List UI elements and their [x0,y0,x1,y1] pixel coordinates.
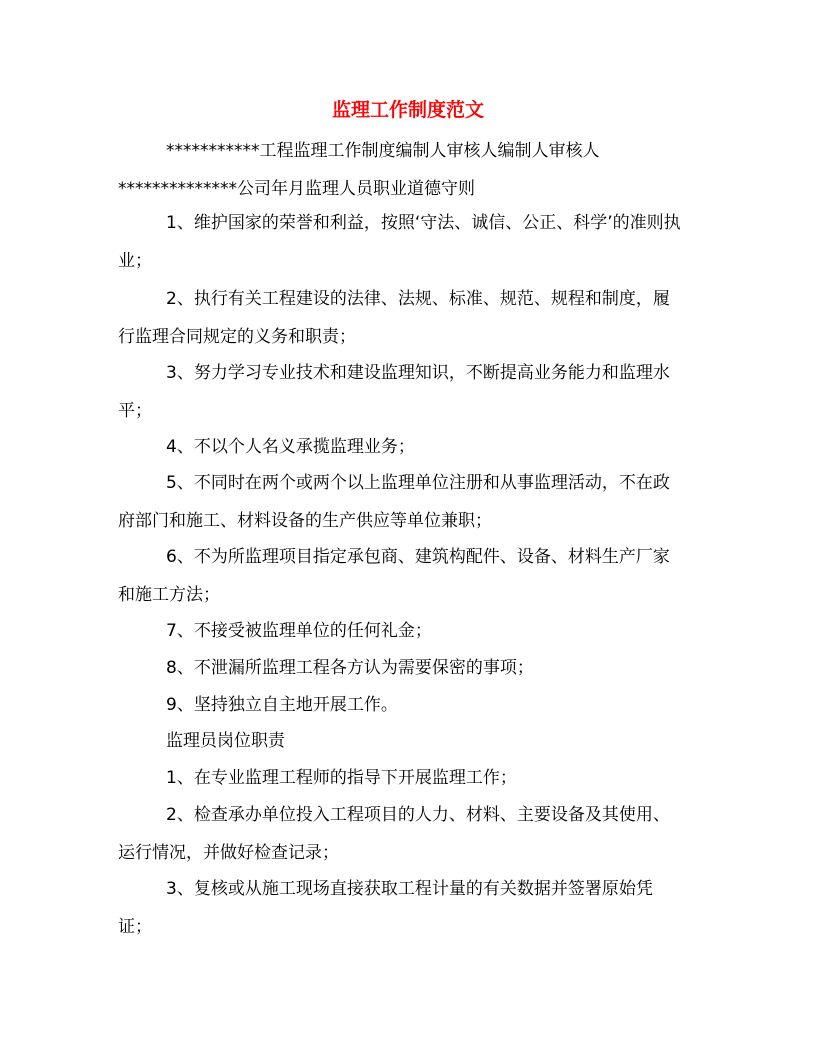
document-title: 监理工作制度范文 [331,99,484,121]
header-line-1: ***********工程监理工作制度编制人审核人编制人审核人 [166,141,600,161]
ethics-item-6: 6、不为所监理项目指定承包商、建筑构配件、设备、材料生产厂家和施工方法； [118,547,670,606]
ethics-item-7: 7、不接受被监理单位的任何礼金； [166,621,432,641]
header-line-2: **************公司年月监理人员职业道德守则 [118,179,475,199]
ethics-item-8: 8、不泄漏所监理工程各方认为需要保密的事项； [166,658,534,678]
ethics-item-2: 2、执行有关工程建设的法律、法规、标准、规范、规程和制度，履行监理合同规定的义务和职责； [118,289,670,348]
ethics-item-1: 1、维护国家的荣誉和利益，按照‘守法、诚信、公正、科学’的准则执业； [118,213,681,272]
section-heading: 监理员岗位职责 [166,731,285,751]
ethics-item-3: 3、努力学习专业技术和建设监理知识，不断提高业务能力和监理水平； [118,363,670,422]
ethics-item-9: 9、坚持独立自主地开展工作。 [166,695,398,715]
ethics-item-5: 5、不同时在两个或两个以上监理单位注册和从事监理活动，不在政府部门和施工、材料设备的生产供应等单位兼职； [118,473,670,532]
ethics-item-4: 4、不以个人名义承揽监理业务； [166,437,415,457]
duty-item-3: 3、复核或从施工现场直接获取工程计量的有关数据并签署原始凭证； [118,879,653,938]
duty-item-2: 2、检查承办单位投入工程项目的人力、材料、主要设备及其使用、运行情况，并做好检查记录； [118,805,670,864]
duty-item-1: 1、在专业监理工程师的指导下开展监理工作； [166,768,517,788]
